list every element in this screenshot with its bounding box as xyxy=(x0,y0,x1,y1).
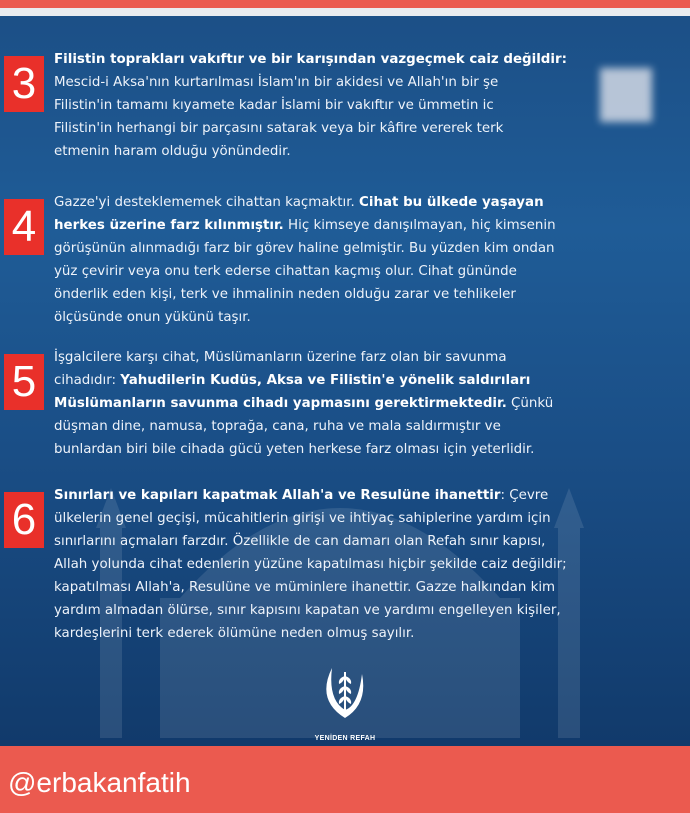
item-line xyxy=(54,214,684,237)
item-line: Filistin'in herhangi bir parçasını satarak veya bir kâfire vererek terk xyxy=(54,121,504,136)
item-line: bunlardan biri bile cihada gücü yeten herkese farz olması için yeterlidir. xyxy=(54,442,535,457)
item-line: kapatılması Allah'a, Resulüne ve müminlere ihanettir. Gazze halkından kim xyxy=(54,580,556,595)
item-line: Filistin'in tamamı kıyamete kadar İslami bir vakıftır ve ümmetin ic xyxy=(54,98,494,113)
item-line xyxy=(54,484,684,507)
logo-label: YENİDEN REFAH xyxy=(314,735,376,742)
item-line xyxy=(54,392,684,415)
item-line xyxy=(54,369,684,392)
item-text xyxy=(54,484,684,645)
item-line: kardeşlerini terk ederek ölümüne neden olmuş sayılır. xyxy=(54,626,415,641)
item-text xyxy=(54,191,684,329)
item-number-badge: 5 xyxy=(4,354,44,410)
author-handle: @erbakanfatih xyxy=(8,767,191,798)
item-span: Hiç kimseye danışılmayan, hiç kimsenin xyxy=(283,218,556,233)
item-line: ülkelerin genel geçişi, mücahitlerin girişi ve ihtiyaç sahiplerine yardım için xyxy=(54,511,551,526)
item-line: önderlik eden kişi, terk ve ihmalinin neden olduğu zarar ve tehlikeler xyxy=(54,287,516,302)
item-bold-span: Sınırları ve kapıları kapatmak Allah'a ve Resulüne ihanettir xyxy=(54,488,501,503)
item-line: sınırlarını açmaları farzdır. Özellikle de can damarı olan Refah sınır kapısı, xyxy=(54,534,546,549)
item-line: Allah yolunda cihat edenlerin yüzüne kapatılması hiçbir şekilde caiz değildir; xyxy=(54,557,567,572)
item-line: ölçüsünde onun yükünü taşır. xyxy=(54,310,251,325)
item-bold-span: Yahudilerin Kudüs, Aksa ve Filistin'e yönelik saldırıları xyxy=(120,373,531,388)
item-span: Çünkü xyxy=(506,396,554,411)
item-line: yardım almadan ölürse, sınır kapısını kapatan ve yardımı engelleyen kişiler, xyxy=(54,603,561,618)
item-line: görüşünün alınmadığı farz bir görev haline gelmiştir. Bu yüzden kim ondan xyxy=(54,241,555,256)
item-line: yüz çevirir veya onu terk ederse cihattan kaçmış olur. Cihat gününde xyxy=(54,264,517,279)
item-number-badge: 6 xyxy=(4,492,44,548)
item-bold-span: Cihat bu ülkede yaşayan xyxy=(359,195,544,210)
item-bold-span: Müslümanların savunma cihadı yapmasını gerektirmektedir. xyxy=(54,396,507,411)
item-line: İşgalcilere karşı cihat, Müslümanların üzerine farz olan bir savunma xyxy=(54,350,507,365)
crescent-wheat-icon xyxy=(322,660,368,730)
item-line: düşman dine, namusa, toprağa, cana, ruha ve mala saldırmıştır ve xyxy=(54,419,501,434)
item-number-badge: 4 xyxy=(4,199,44,255)
top-strip xyxy=(0,8,690,16)
poster xyxy=(0,8,690,746)
item-text xyxy=(54,48,684,163)
item-number-badge: 3 xyxy=(4,56,44,112)
item-heading: Filistin toprakları vakıftır ve bir karışından vazgeçmek caiz değildir: xyxy=(54,52,567,67)
item-span: : Çevre xyxy=(500,488,549,503)
blurred-region xyxy=(600,68,652,122)
item-span: cihadıdır: xyxy=(54,373,121,388)
item-span: Gazze'yi desteklememek cihattan kaçmaktır. xyxy=(54,195,360,210)
item-line: Mescid-i Aksa'nın kurtarılması İslam'ın bir akidesi ve Allah'ın bir şe xyxy=(54,75,499,90)
item-line: etmenin haram olduğu yönündedir. xyxy=(54,144,291,159)
item-line xyxy=(54,191,684,214)
item-bold-span: herkes üzerine farz kılınmıştır. xyxy=(54,218,284,233)
item-text xyxy=(54,346,684,461)
